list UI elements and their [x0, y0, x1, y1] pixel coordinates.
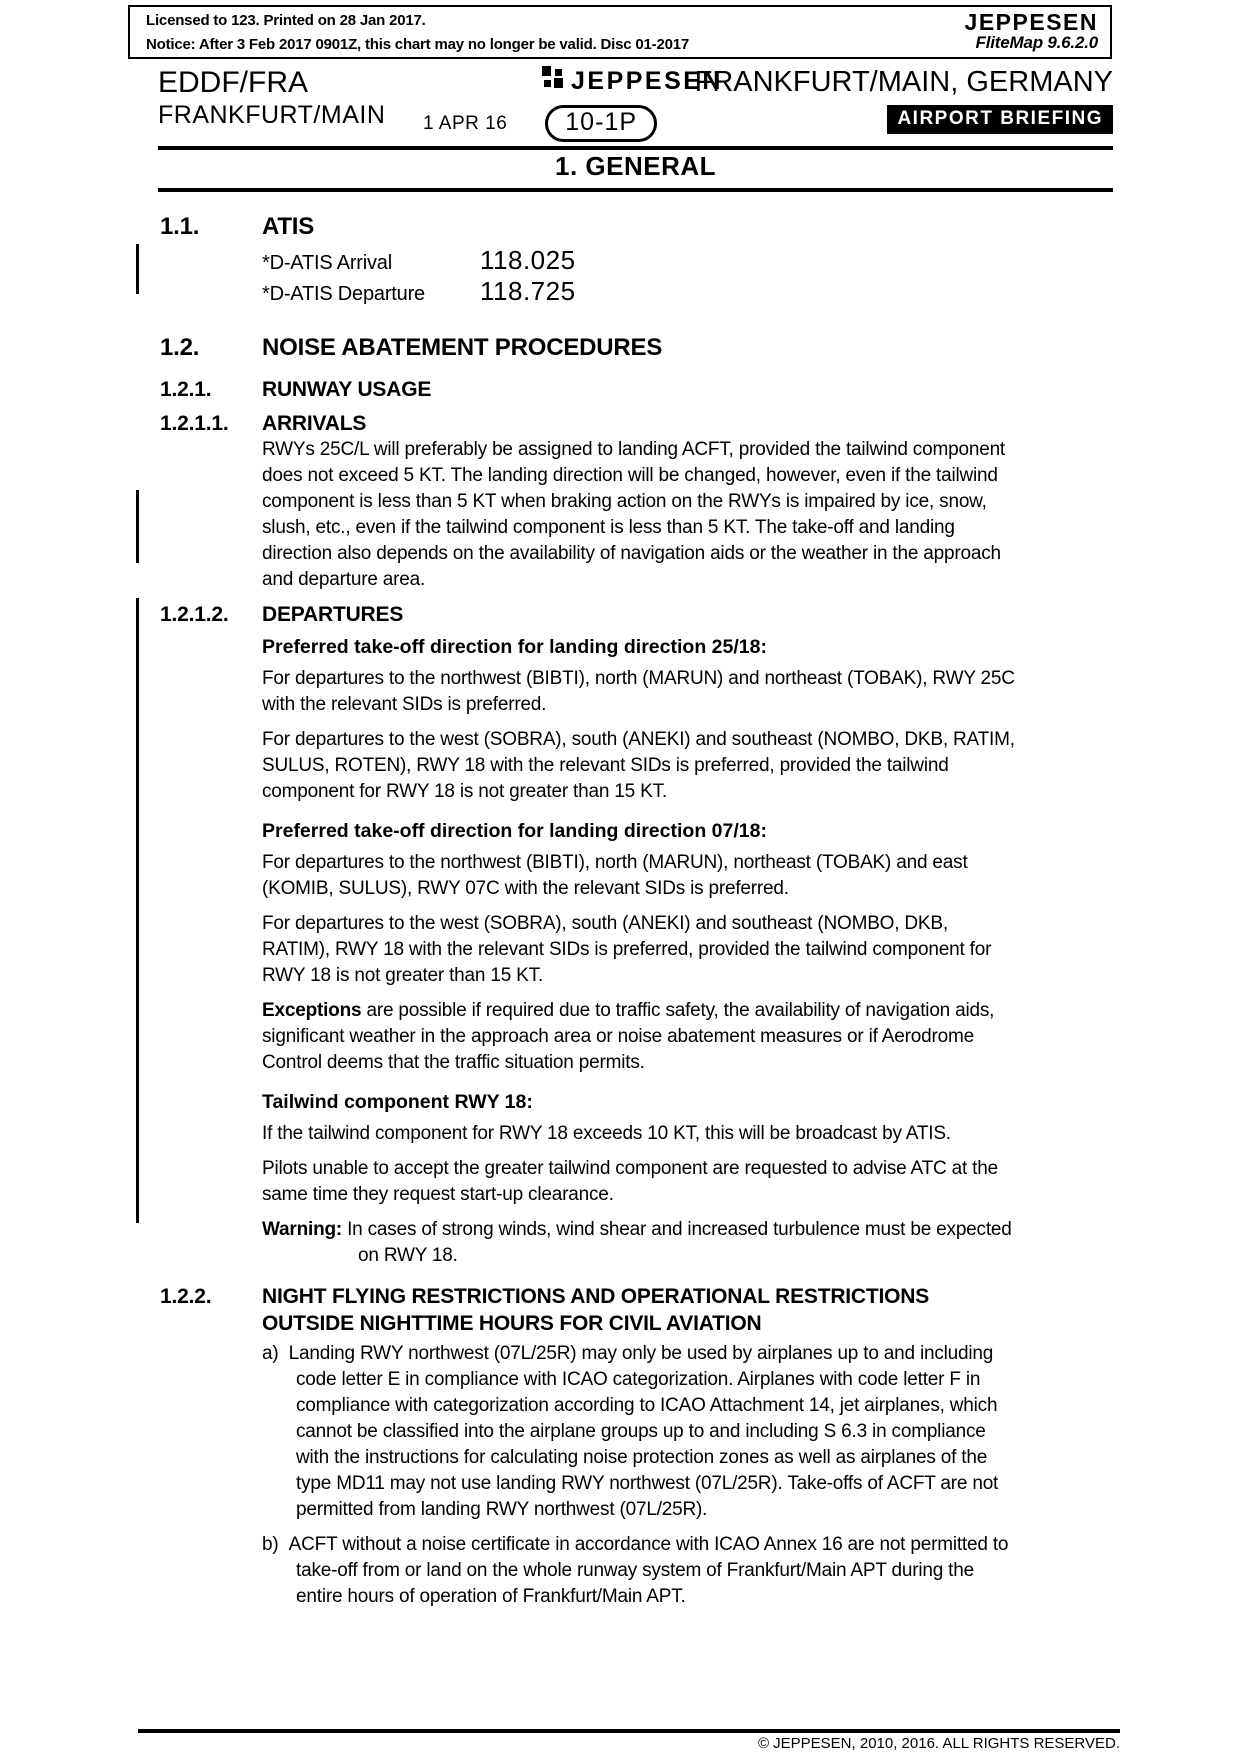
title-rule-top — [158, 146, 1113, 150]
preferred-direction-25-18-heading: Preferred take-off direction for landing direction 25/18: — [262, 636, 767, 658]
departures-body — [262, 634, 1016, 1269]
section-number: 1.2.1.2. — [160, 603, 229, 626]
atis-label: *D-ATIS Departure — [262, 283, 425, 305]
notice-line: Notice: After 3 Feb 2017 0901Z, this chart may no longer be valid. Disc 01-2017 — [146, 36, 690, 53]
tailwind-paragraph: If the tailwind component for RWY 18 exceeds 10 KT, this will be broadcast by ATIS. — [262, 1123, 951, 1144]
section-heading: RUNWAY USAGE — [262, 378, 432, 401]
effective-date: 1 APR 16 — [423, 112, 508, 134]
section-heading: ATIS — [262, 213, 315, 240]
atis-label: *D-ATIS Arrival — [262, 252, 392, 274]
atis-row-departure — [262, 276, 1016, 307]
jeppesen-wordmark-center: JEPPESEN — [570, 67, 723, 95]
arrivals-paragraph: RWYs 25C/L will preferably be assigned to landing ACFT, provided the tailwind component does not exceed 5 KT. The landing direction will be changed, however, even if the tailwind component is less than 5 KT when braking action on the RWYs is impaired by ice, snow, slush, etc., even if the tailwind component is less than 5 KT. The take-off and landing direction also depends on the availability of navigation aids or the weather in the approach and departure area. — [262, 439, 1006, 590]
tailwind-paragraph: Pilots unable to accept the greater tailwind component are requested to advise ATC at the same time they request start-up clearance. — [262, 1158, 998, 1205]
list-text: ACFT without a noise certificate in accordance with ICAO Annex 16 are not permitted to take-off from or land on the whole runway system of Frankfurt/Main APT during the entire hours of operation of Frankfurt/Main APT. — [288, 1534, 1009, 1607]
exceptions-paragraph — [262, 998, 1016, 1076]
copyright-notice: © JEPPESEN, 2010, 2016. ALL RIGHTS RESERVED. — [757, 1735, 1120, 1752]
arrivals-body — [262, 437, 1016, 593]
tailwind-component-heading: Tailwind component RWY 18: — [262, 1091, 533, 1113]
night-body — [262, 1341, 1016, 1610]
section-heading-line1: NIGHT FLYING RESTRICTIONS AND OPERATIONAL RESTRICTIONS — [262, 1285, 930, 1308]
atis-frequency-table — [262, 245, 1016, 307]
chart-header — [158, 66, 1113, 144]
exceptions-text: are possible if required due to traffic safety, the availability of navigation aids, significant weather in the approach area or noise abatement measures or if Aerodrome Control deems that the traffic situation permits. — [262, 1000, 995, 1073]
departures-paragraph: For departures to the west (SOBRA), south (ANEKI) and southeast (NOMBO, DKB, RATIM, SULUS, ROTEN), RWY 18 with the relevant SIDs is preferred, provided the tailwind component for RWY 18 is not greater than 15 KT. — [262, 729, 1015, 802]
atis-frequency: 118.025 — [480, 245, 576, 275]
list-marker: a) — [262, 1343, 279, 1364]
atis-row-arrival — [262, 245, 1016, 276]
page-title: 1. GENERAL — [554, 151, 717, 181]
section-number: 1.2.1. — [160, 378, 212, 401]
change-bar — [136, 490, 139, 563]
section-departures-heading — [160, 602, 1016, 628]
preferred-direction-07-18-heading: Preferred take-off direction for landing direction 07/18: — [262, 820, 767, 842]
license-notice-box — [128, 5, 1112, 59]
airport-briefing-badge: AIRPORT BRIEFING — [887, 105, 1113, 134]
section-atis-heading — [160, 212, 1016, 242]
list-marker: b) — [262, 1534, 279, 1555]
change-bar — [136, 598, 139, 1223]
jeppesen-wordmark: JEPPESEN — [964, 9, 1098, 35]
warning-text: In cases of strong winds, wind shear and increased turbulence must be expected on RWY 18. — [342, 1219, 1012, 1266]
flitemap-version: FliteMap 9.6.2.0 — [975, 33, 1098, 52]
section-number: 1.2.1.1. — [160, 412, 229, 435]
section-number: 1.2. — [160, 334, 200, 361]
exceptions-label: Exceptions — [262, 1000, 362, 1021]
chart-index-pill: 10-1P — [545, 105, 657, 142]
section-heading: DEPARTURES — [262, 603, 404, 626]
section-heading-line2: OUTSIDE NIGHTTIME HOURS FOR CIVIL AVIATION — [262, 1312, 762, 1335]
section-number: 1.2.2. — [160, 1285, 212, 1308]
list-text: Landing RWY northwest (07L/25R) may only be used by airplanes up to and including code letter E in compliance with ICAO categorization. Airplanes with code letter F in compliance with categorization according to ICAO Attachment 14, jet airplanes, which cannot be classified into the airplane groups up to and including S 6.3 in compliance with the instructions for calculating noise protection zones as well as airplanes of the type MD11 may not use landing RWY northwest (07L/25R). Take-offs of ACFT are not permitted from landing RWY northwest (07L/25R). — [288, 1343, 999, 1520]
section-number: 1.1. — [160, 213, 200, 240]
section-night-heading — [160, 1283, 1016, 1337]
license-line: Licensed to 123. Printed on 28 Jan 2017. — [146, 12, 426, 29]
airport-name: FRANKFURT/MAIN — [158, 101, 386, 129]
airport-codes: EDDF/FRA — [158, 66, 308, 99]
departures-paragraph: For departures to the northwest (BIBTI), north (MARUN), northeast (TOBAK) and east (KOMIB, SULUS), RWY 07C with the relevant SIDs is preferred. — [262, 852, 968, 899]
section-noise-heading — [160, 333, 1016, 363]
warning-label: Warning: — [262, 1219, 343, 1240]
section-runway-usage-heading — [160, 377, 1016, 403]
footer-rule — [138, 1729, 1120, 1733]
title-rule-bottom — [158, 188, 1113, 192]
list-item-a — [262, 1341, 1016, 1523]
atis-frequency: 118.725 — [480, 276, 576, 306]
departures-paragraph: For departures to the west (SOBRA), south (ANEKI) and southeast (NOMBO, DKB, RATIM), RWY 18 with the relevant SIDs is preferred, provided the tailwind component for RWY 18 is not greater than 15 KT. — [262, 913, 992, 986]
section-heading: ARRIVALS — [262, 412, 367, 435]
briefing-content — [160, 212, 1016, 1619]
departures-paragraph: For departures to the northwest (BIBTI), north (MARUN) and northeast (TOBAK), RWY 25C with the relevant SIDs is preferred. — [262, 668, 1015, 715]
airport-location: FRANKFURT/MAIN, GERMANY — [694, 66, 1113, 98]
jeppesen-logo-icon — [542, 66, 563, 97]
change-bar — [136, 244, 139, 294]
section-heading: NOISE ABATEMENT PROCEDURES — [262, 334, 663, 361]
section-arrivals-heading — [160, 411, 1016, 437]
warning-paragraph — [262, 1217, 1016, 1269]
list-item-b — [262, 1532, 1016, 1610]
